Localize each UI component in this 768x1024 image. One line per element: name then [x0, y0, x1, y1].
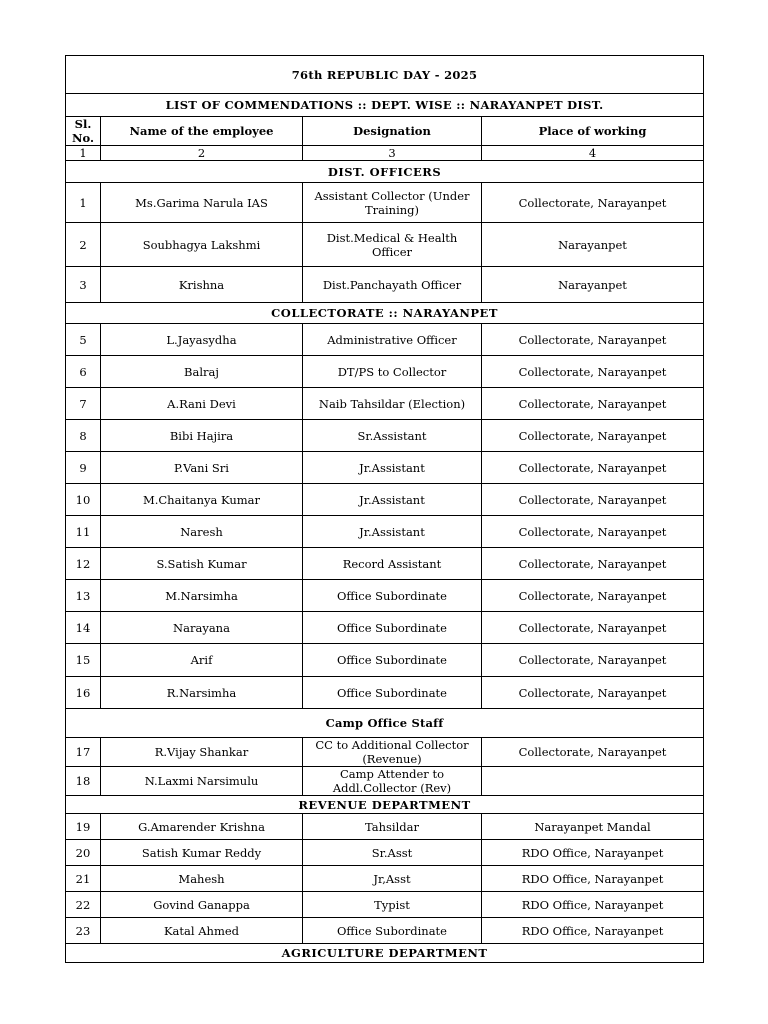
section-header-row: [66, 161, 704, 183]
table-row: [66, 388, 704, 420]
header-designation: Designation: [303, 117, 482, 146]
section-title: DIST. OFFICERS: [66, 161, 704, 183]
cell-designation: Dist.Panchayath Officer: [303, 267, 482, 303]
cell-sl-no: 5: [66, 324, 101, 356]
table-row: [66, 677, 704, 709]
cell-sl-no: 15: [66, 644, 101, 677]
cell-designation: Tahsildar: [303, 814, 482, 840]
cell-designation: Assistant Collector (Under Training): [303, 183, 482, 223]
cell-designation: Office Subordinate: [303, 580, 482, 612]
cell-place-of-working: Collectorate, Narayanpet: [482, 420, 704, 452]
section-title: AGRICULTURE DEPARTMENT: [66, 944, 704, 963]
table-row: [66, 918, 704, 944]
table-row: [66, 612, 704, 644]
cell-employee-name: Naresh: [101, 516, 303, 548]
cell-sl-no: 7: [66, 388, 101, 420]
section-header-row: [66, 944, 704, 963]
cell-employee-name: Govind Ganappa: [101, 892, 303, 918]
cell-place-of-working: Narayanpet Mandal: [482, 814, 704, 840]
cell-sl-no: 2: [66, 223, 101, 267]
cell-employee-name: Mahesh: [101, 866, 303, 892]
cell-place-of-working: Collectorate, Narayanpet: [482, 356, 704, 388]
cell-sl-no: 10: [66, 484, 101, 516]
cell-designation: Office Subordinate: [303, 612, 482, 644]
cell-place-of-working: Narayanpet: [482, 267, 704, 303]
cell-employee-name: M.Chaitanya Kumar: [101, 484, 303, 516]
cell-sl-no: 11: [66, 516, 101, 548]
table-row: [66, 814, 704, 840]
column-number-row: [66, 146, 704, 161]
header-sl-no: Sl. No.: [66, 117, 101, 146]
cell-sl-no: 18: [66, 767, 101, 796]
cell-employee-name: M.Narsimha: [101, 580, 303, 612]
cell-employee-name: R.Narsimha: [101, 677, 303, 709]
column-number: 2: [101, 146, 303, 161]
subtitle-row: [66, 94, 704, 117]
cell-designation: Jr.Assistant: [303, 516, 482, 548]
column-number: 3: [303, 146, 482, 161]
cell-designation: Jr.Assistant: [303, 484, 482, 516]
cell-designation: Typist: [303, 892, 482, 918]
column-header-row: [66, 117, 704, 146]
table-row: [66, 183, 704, 223]
cell-employee-name: A.Rani Devi: [101, 388, 303, 420]
section-header-row: [66, 709, 704, 738]
cell-designation: Office Subordinate: [303, 677, 482, 709]
title-row: [66, 56, 704, 94]
cell-employee-name: Bibi Hajira: [101, 420, 303, 452]
table-row: [66, 866, 704, 892]
table-row: [66, 267, 704, 303]
cell-sl-no: 22: [66, 892, 101, 918]
cell-sl-no: 13: [66, 580, 101, 612]
table-row: [66, 516, 704, 548]
cell-designation: Jr,Asst: [303, 866, 482, 892]
column-number: 1: [66, 146, 101, 161]
cell-sl-no: 21: [66, 866, 101, 892]
cell-place-of-working: Collectorate, Narayanpet: [482, 183, 704, 223]
column-number: 4: [482, 146, 704, 161]
table-row: [66, 767, 704, 796]
section-header-row: [66, 303, 704, 324]
cell-place-of-working: RDO Office, Narayanpet: [482, 840, 704, 866]
header-employee-name: Name of the employee: [101, 117, 303, 146]
cell-sl-no: 8: [66, 420, 101, 452]
section-title: REVENUE DEPARTMENT: [66, 796, 704, 814]
cell-employee-name: Arif: [101, 644, 303, 677]
cell-designation: Camp Attender to Addl.Collector (Rev): [303, 767, 482, 796]
cell-designation: Office Subordinate: [303, 644, 482, 677]
table-row: [66, 738, 704, 767]
cell-sl-no: 19: [66, 814, 101, 840]
cell-place-of-working: Collectorate, Narayanpet: [482, 388, 704, 420]
cell-sl-no: 14: [66, 612, 101, 644]
cell-sl-no: 20: [66, 840, 101, 866]
table-row: [66, 223, 704, 267]
table-row: [66, 548, 704, 580]
cell-employee-name: G.Amarender Krishna: [101, 814, 303, 840]
table-row: [66, 892, 704, 918]
cell-place-of-working: Collectorate, Narayanpet: [482, 452, 704, 484]
cell-sl-no: 9: [66, 452, 101, 484]
cell-place-of-working: Collectorate, Narayanpet: [482, 738, 704, 767]
table-row: [66, 324, 704, 356]
table-row: [66, 644, 704, 677]
cell-employee-name: Balraj: [101, 356, 303, 388]
cell-employee-name: P.Vani Sri: [101, 452, 303, 484]
table-row: [66, 484, 704, 516]
cell-place-of-working: RDO Office, Narayanpet: [482, 866, 704, 892]
cell-place-of-working: Collectorate, Narayanpet: [482, 484, 704, 516]
cell-place-of-working: Collectorate, Narayanpet: [482, 677, 704, 709]
cell-place-of-working: Narayanpet: [482, 223, 704, 267]
cell-sl-no: 3: [66, 267, 101, 303]
cell-employee-name: Soubhagya Lakshmi: [101, 223, 303, 267]
cell-sl-no: 17: [66, 738, 101, 767]
cell-employee-name: R.Vijay Shankar: [101, 738, 303, 767]
cell-sl-no: 6: [66, 356, 101, 388]
cell-place-of-working: Collectorate, Narayanpet: [482, 324, 704, 356]
table-row: [66, 420, 704, 452]
cell-sl-no: 1: [66, 183, 101, 223]
cell-designation: Office Subordinate: [303, 918, 482, 944]
cell-sl-no: 16: [66, 677, 101, 709]
cell-employee-name: Katal Ahmed: [101, 918, 303, 944]
cell-employee-name: N.Laxmi Narsimulu: [101, 767, 303, 796]
cell-place-of-working: Collectorate, Narayanpet: [482, 612, 704, 644]
cell-employee-name: S.Satish Kumar: [101, 548, 303, 580]
cell-designation: Sr.Asst: [303, 840, 482, 866]
cell-designation: Record Assistant: [303, 548, 482, 580]
table-row: [66, 452, 704, 484]
cell-designation: Administrative Officer: [303, 324, 482, 356]
section-title: COLLECTORATE :: NARAYANPET: [66, 303, 704, 324]
cell-sl-no: 23: [66, 918, 101, 944]
section-title: Camp Office Staff: [66, 709, 704, 738]
table-row: [66, 580, 704, 612]
cell-designation: CC to Additional Collector (Revenue): [303, 738, 482, 767]
cell-place-of-working: Collectorate, Narayanpet: [482, 516, 704, 548]
cell-sl-no: 12: [66, 548, 101, 580]
cell-place-of-working: RDO Office, Narayanpet: [482, 892, 704, 918]
table-row: [66, 840, 704, 866]
cell-designation: DT/PS to Collector: [303, 356, 482, 388]
document-title: 76th REPUBLIC DAY - 2025: [66, 56, 704, 94]
cell-designation: Dist.Medical & Health Officer: [303, 223, 482, 267]
cell-place-of-working: Collectorate, Narayanpet: [482, 580, 704, 612]
cell-place-of-working: [482, 767, 704, 796]
commendations-table: [65, 55, 704, 963]
section-header-row: [66, 796, 704, 814]
cell-designation: Sr.Assistant: [303, 420, 482, 452]
cell-designation: Naib Tahsildar (Election): [303, 388, 482, 420]
table-body: [66, 56, 704, 963]
cell-employee-name: Ms.Garima Narula IAS: [101, 183, 303, 223]
table-row: [66, 356, 704, 388]
cell-employee-name: L.Jayasydha: [101, 324, 303, 356]
cell-place-of-working: Collectorate, Narayanpet: [482, 548, 704, 580]
cell-designation: Jr.Assistant: [303, 452, 482, 484]
cell-place-of-working: RDO Office, Narayanpet: [482, 918, 704, 944]
cell-place-of-working: Collectorate, Narayanpet: [482, 644, 704, 677]
cell-employee-name: Krishna: [101, 267, 303, 303]
document-subtitle: LIST OF COMMENDATIONS :: DEPT. WISE :: NARAYANPET DIST.: [66, 94, 704, 117]
cell-employee-name: Narayana: [101, 612, 303, 644]
cell-employee-name: Satish Kumar Reddy: [101, 840, 303, 866]
header-place-of-working: Place of working: [482, 117, 704, 146]
